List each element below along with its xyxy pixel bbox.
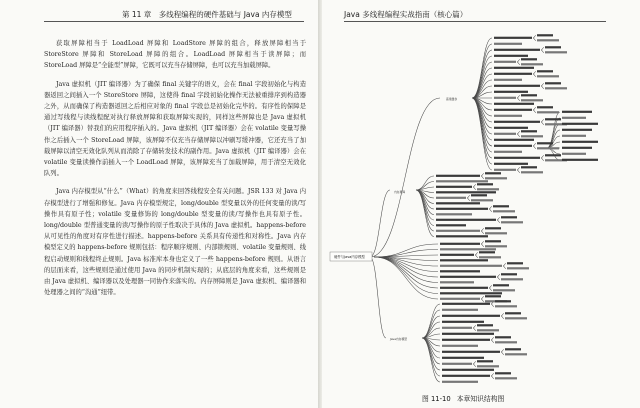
mindmap-leaf — [442, 327, 472, 329]
mindmap-leaf — [485, 295, 501, 297]
mindmap-leaf — [436, 224, 466, 226]
mindmap-branch-line — [374, 257, 438, 272]
mindmap-leaf — [493, 205, 509, 207]
mindmap-leaf — [521, 135, 543, 137]
mindmap-leaf — [477, 188, 499, 190]
left-page — [0, 0, 319, 408]
mindmap-leaf — [494, 157, 540, 159]
figure-caption — [422, 393, 510, 403]
mindmap-branch-line — [467, 198, 470, 201]
mindmap-branch-line — [497, 220, 500, 223]
mindmap-branch-line — [416, 190, 434, 231]
mindmap-branch-line — [533, 144, 536, 147]
mindmap-branch-line — [481, 242, 484, 245]
mindmap-leaf — [442, 381, 478, 383]
mindmap-leaf — [562, 117, 586, 119]
mindmap-leaf — [442, 345, 478, 347]
mindmap-leaf — [537, 106, 553, 108]
mindmap-branch-line — [472, 98, 492, 170]
mindmap-branch-line — [541, 158, 544, 161]
mindmap-leaf — [521, 171, 543, 173]
paragraph-2: Java 虚拟机（JIT 编译器）为了确保 final 关键字的语义，会在 final 字段初始化与构造器返回之间插入一个 StoreStore 屏障，这使得 final 字段初始化操作无法被重排序到构造器之外，从而确保了构造器返回之后相应对象的 final 字段总是初始化完毕的。有序性的保障是通过写线程与读线程配对执行释放屏障和获取屏障实现的，同样这些屏障也是 Java 虚拟机（JIT 编译器）替我们的应用程序插入的。Java 虚拟机（JIT 编译器）会在 volatile 变量写操作之后插入一个 StoreLoad 屏障，该屏障不仅充当存储屏障以冲刷写缓冲器，它还充当了加载屏障以清空无效化队列从而消除了存储转发技术的副作用。Java 虚拟机（JIT 编译器）会在 volatile 变量读操作前插入一个 LoadLoad 屏障，该屏障充当了加载屏障，用于清空无效化队列。 — [44, 80, 306, 178]
mindmap-branch-line — [489, 209, 492, 212]
mindmap-branch-line — [481, 244, 484, 247]
mindmap-branch-line — [489, 286, 492, 289]
mindmap-leaf — [436, 230, 480, 232]
mindmap-branch-line — [491, 338, 494, 341]
mindmap-leaf — [494, 169, 516, 171]
mindmap-leaf — [440, 270, 480, 272]
mindmap-branch-line — [473, 362, 476, 365]
mindmap-branch-line — [541, 122, 544, 125]
mindmap-branch-line — [541, 156, 544, 159]
mindmap-branch-line — [541, 50, 544, 53]
mindmap-branch-line — [517, 60, 520, 63]
mindmap-branch-line — [374, 257, 438, 299]
mindmap-branch-line — [517, 98, 520, 101]
mindmap-branch-line — [491, 340, 494, 343]
mindmap-leaf — [562, 135, 586, 137]
mindmap-branch-line — [472, 98, 492, 164]
mindmap-branch-line — [503, 264, 506, 267]
mindmap-leaf — [442, 363, 472, 365]
mindmap-leaf — [545, 51, 567, 53]
mindmap-leaf — [505, 348, 521, 350]
mindmap-branch-line — [475, 253, 478, 256]
left-header-rule — [44, 21, 304, 22]
mindmap-leaf — [485, 227, 501, 229]
mindmap-leaf — [436, 186, 472, 188]
mindmap-branch-line — [481, 297, 484, 300]
mindmap-leaf — [440, 287, 488, 289]
mindmap-leaf — [562, 111, 592, 113]
figure-number: 图 11-10 — [422, 395, 451, 403]
mindmap-branch-line — [416, 176, 434, 190]
mindmap-branch-line — [533, 36, 536, 39]
mindmap-leaf — [495, 300, 511, 302]
mindmap-leaf — [495, 336, 511, 338]
mindmap-leaf — [501, 273, 517, 275]
mindmap-leaf — [471, 194, 487, 196]
mindmap-leaf — [493, 284, 509, 286]
mindmap-leaf — [521, 94, 537, 96]
mindmap-leaf — [494, 139, 534, 141]
left-running-header: 第 11 章 多线程编程的硬件基础与 Java 内存模型 — [122, 10, 292, 19]
mindmap-leaf — [436, 180, 488, 182]
mindmap-leaf — [485, 172, 501, 174]
mindmap-branch-line — [416, 190, 434, 220]
mindmap-group-barrier: 内存屏障 — [394, 190, 406, 194]
mindmap-branch-line — [473, 326, 476, 329]
mindmap-leaf — [477, 365, 499, 367]
mindmap-branch-line — [481, 174, 484, 177]
mindmap-leaf — [545, 118, 561, 120]
mindmap-branch-line — [489, 207, 492, 210]
mindmap-leaf — [537, 70, 553, 72]
mindmap-branch-line — [501, 316, 504, 319]
mindmap-leaf — [537, 111, 559, 113]
mindmap-leaf — [494, 145, 532, 147]
mindmap-leaf — [562, 153, 586, 155]
mindmap-leaf — [521, 130, 537, 132]
figure-title: 本章知识结构图 — [456, 395, 505, 403]
mindmap-leaf — [442, 321, 484, 323]
mindmap-leaf — [494, 49, 540, 51]
mindmap-leaf — [440, 265, 502, 267]
mindmap-leaf — [501, 221, 523, 223]
mindmap-branch-line — [517, 96, 520, 99]
mindmap-leaf — [521, 166, 537, 168]
mindmap-leaf — [477, 324, 493, 326]
mindmap-branch-line — [473, 328, 476, 331]
mindmap-leaf — [485, 240, 501, 242]
mindmap-branch-line — [491, 376, 494, 379]
mindmap-leaf — [436, 213, 472, 215]
mindmap-branch-line — [517, 168, 520, 171]
mindmap-branch-line — [473, 364, 476, 367]
mindmap-leaf — [440, 248, 496, 250]
mindmap-branch-line — [533, 108, 536, 111]
mindmap-leaf — [485, 245, 507, 247]
mindmap-leaf — [442, 309, 478, 311]
mindmap-leaf — [507, 262, 523, 264]
mindmap-leaf — [442, 315, 500, 317]
mindmap-leaf — [440, 298, 480, 300]
mindmap-leaf — [495, 377, 517, 379]
mindmap-leaf — [537, 75, 559, 77]
mindmap-branch-line — [541, 48, 544, 51]
mindmap-leaf — [562, 123, 598, 125]
mindmap-leaf — [545, 154, 561, 156]
mindmap-branch-line — [517, 62, 520, 65]
mindmap-leaf — [505, 317, 527, 319]
paragraph-1: 获取屏障相当于 LoadLoad 屏障和 LoadStore 屏障的组合，释放屏障相当于 StoreStore 屏障和 StoreLoad 屏障的组合。LoadLoad 屏障相当于读屏障；而 StoreLoad 屏障是“全能型”屏障，它既可以充当存储屏障，也可以充当加载屏障。 — [44, 40, 306, 70]
mindmap-leaf — [537, 34, 553, 36]
mindmap-leaf — [562, 141, 598, 143]
mindmap-leaf — [494, 79, 522, 81]
mindmap-leaf — [442, 333, 494, 335]
right-page — [322, 0, 640, 408]
mindmap-leaf — [442, 351, 500, 353]
mindmap-leaf — [521, 58, 537, 60]
mindmap-leaf — [495, 372, 511, 374]
mindmap-branch-line — [422, 316, 440, 338]
mindmap-leaf — [494, 163, 528, 165]
mindmap-leaf — [494, 55, 528, 57]
mindmap-leaf — [436, 208, 488, 210]
left-body-text — [44, 38, 306, 305]
mindmap-leaf — [494, 73, 532, 75]
mindmap-branch-line — [517, 134, 520, 137]
mindmap-leaf — [440, 276, 496, 278]
mindmap-leaf — [494, 67, 534, 69]
mindmap-leaf — [562, 147, 592, 149]
mindmap-branch-line — [422, 310, 440, 338]
mindmap-branch-line — [475, 255, 478, 258]
mindmap-branch-line — [533, 38, 536, 41]
mindmap-leaf — [521, 63, 543, 65]
mindmap-leaf — [442, 357, 484, 359]
mindmap-branch-line — [473, 185, 476, 188]
mindmap-leaf — [479, 256, 501, 258]
mindmap-branch-line — [533, 74, 536, 77]
mindmap-leaf — [537, 147, 559, 149]
mindmap-leaf — [494, 91, 528, 93]
mindmap-leaf — [477, 360, 493, 362]
mindmap-leaf — [436, 191, 496, 193]
mindmap-leaf — [494, 37, 532, 39]
mindmap-branch-line — [501, 352, 504, 355]
mindmap-leaf — [545, 87, 567, 89]
mindmap-branch-line — [416, 190, 434, 209]
knowledge-mindmap — [322, 0, 640, 408]
mindmap-branch-line — [481, 229, 484, 232]
mindmap-branch-line — [541, 120, 544, 123]
mindmap-branch-line — [416, 190, 434, 226]
mindmap-branch-line — [422, 338, 440, 370]
mindmap-leaf — [440, 292, 502, 294]
mindmap-leaf — [521, 99, 543, 101]
mindmap-branch-line — [374, 257, 438, 294]
mindmap-leaf — [505, 353, 527, 355]
mindmap-branch-line — [481, 176, 484, 179]
mindmap-leaf — [494, 121, 540, 123]
right-running-header: Java 多线程编程实战指南（核心篇） — [344, 10, 468, 19]
mindmap-leaf — [436, 202, 480, 204]
mindmap-leaf — [477, 329, 499, 331]
mindmap-leaf — [440, 281, 474, 283]
mindmap-branch-line — [517, 132, 520, 135]
mindmap-root-label: 硬件与Java内存模型 — [334, 255, 365, 259]
mindmap-branch-line — [501, 350, 504, 353]
mindmap-leaf — [485, 232, 507, 234]
mindmap-leaf — [494, 97, 516, 99]
mindmap-leaf — [442, 303, 490, 305]
mindmap-leaf — [493, 289, 515, 291]
mindmap-leaf — [505, 312, 521, 314]
mindmap-leaf — [436, 197, 466, 199]
mindmap-branch-line — [491, 304, 494, 307]
mindmap-branch-line — [517, 170, 520, 173]
mindmap-branch-line — [497, 275, 500, 278]
mindmap-leaf — [494, 109, 532, 111]
mindmap-leaf — [494, 127, 528, 129]
mindmap-branch-line — [501, 314, 504, 317]
mindmap-leaf — [501, 278, 523, 280]
mindmap-leaf — [537, 39, 559, 41]
mindmap-leaf — [493, 210, 515, 212]
mindmap-branch-line — [473, 187, 476, 190]
mindmap-branch-line — [503, 266, 506, 269]
mindmap-leaf — [545, 46, 561, 48]
mindmap-branch-line — [374, 255, 438, 257]
mindmap-branch-line — [497, 218, 500, 221]
mindmap-leaf — [494, 133, 516, 135]
mindmap-branch-line — [533, 110, 536, 113]
mindmap-leaf — [494, 151, 522, 153]
mindmap-leaf — [479, 251, 495, 253]
mindmap-branch-line — [533, 146, 536, 149]
mindmap-leaf — [495, 341, 517, 343]
mindmap-leaf — [545, 82, 561, 84]
mindmap-branch-line — [374, 257, 438, 277]
mindmap-branch-line — [541, 86, 544, 89]
mindmap-branch-line — [481, 231, 484, 234]
mindmap-nodes — [330, 34, 598, 383]
mindmap-leaf — [562, 159, 598, 161]
mindmap-group-jmm: Java内存模型 — [390, 337, 408, 341]
mindmap-leaf — [442, 339, 490, 341]
mindmap-leaf — [436, 219, 496, 221]
mindmap-leaf — [501, 216, 517, 218]
mindmap-branch-line — [541, 84, 544, 87]
mindmap-leaf — [442, 369, 494, 371]
mindmap-leaf — [442, 375, 490, 377]
mindmap-branch-line — [481, 299, 484, 302]
mindmap-leaf — [436, 235, 488, 237]
paragraph-3: Java 内存模型从“什么”（What）的角度来回答线程安全有关问题。JSR 133 对 Java 内存模型进行了增强和修复。Java 内存模型规定，long/double 型变量以外的任何变量的读/写操作具有原子性；volatile 变量修饰的 long/double 型变量的读/写操作也具有原子性。long/double 型普通变量的读/写操作的原子性取决于具体的 Java 虚拟机。happens-before 从可见性的角度对有序性进行描述。happens-before 关系具有传递性和对称性。Java 内存模型定义的 happens-before 规则包括：程序顺序规则、内部锁规则、volatile 变量规则、线程启动规则和线程终止规则。Java 标准库本身也定义了一些 happens-before 规则。从语言的层面来看，这些规则是通过使用 Java 的同步机制实现的；从底层的角度来看，这些规则是由 Java 虚拟机、编译器以及处理器一同协作来落实的。内存屏障则是 Java 虚拟机、编译器和处理器之间的“沟通”纽带。 — [44, 188, 306, 297]
mindmap-leaf — [440, 254, 474, 256]
mindmap-leaf — [494, 61, 516, 63]
mindmap-branch-line — [533, 72, 536, 75]
mindmap-leaf — [494, 115, 522, 117]
mindmap-group-cache: 高速缓存 — [446, 97, 458, 101]
mindmap-leaf — [494, 103, 534, 105]
mindmap-branch-line — [491, 374, 494, 377]
mindmap-leaf — [440, 243, 480, 245]
mindmap-leaf — [440, 259, 488, 261]
mindmap-leaf — [477, 183, 493, 185]
mindmap-branch-line — [467, 196, 470, 199]
mindmap-leaf — [436, 175, 480, 177]
mindmap-leaf — [471, 199, 493, 201]
mindmap-leaf — [495, 305, 517, 307]
mindmap-branch-line — [497, 277, 500, 280]
mindmap-branch-line — [370, 190, 390, 257]
mindmap-leaf — [562, 129, 592, 131]
mindmap-leaf — [494, 85, 540, 87]
mindmap-leaf — [494, 43, 522, 45]
mindmap-leaf — [485, 177, 507, 179]
mindmap-leaf — [507, 267, 529, 269]
mindmap-branch-line — [489, 288, 492, 291]
mindmap-branch-line — [374, 257, 438, 283]
mindmap-leaf — [537, 142, 553, 144]
mindmap-branch-line — [370, 257, 386, 338]
